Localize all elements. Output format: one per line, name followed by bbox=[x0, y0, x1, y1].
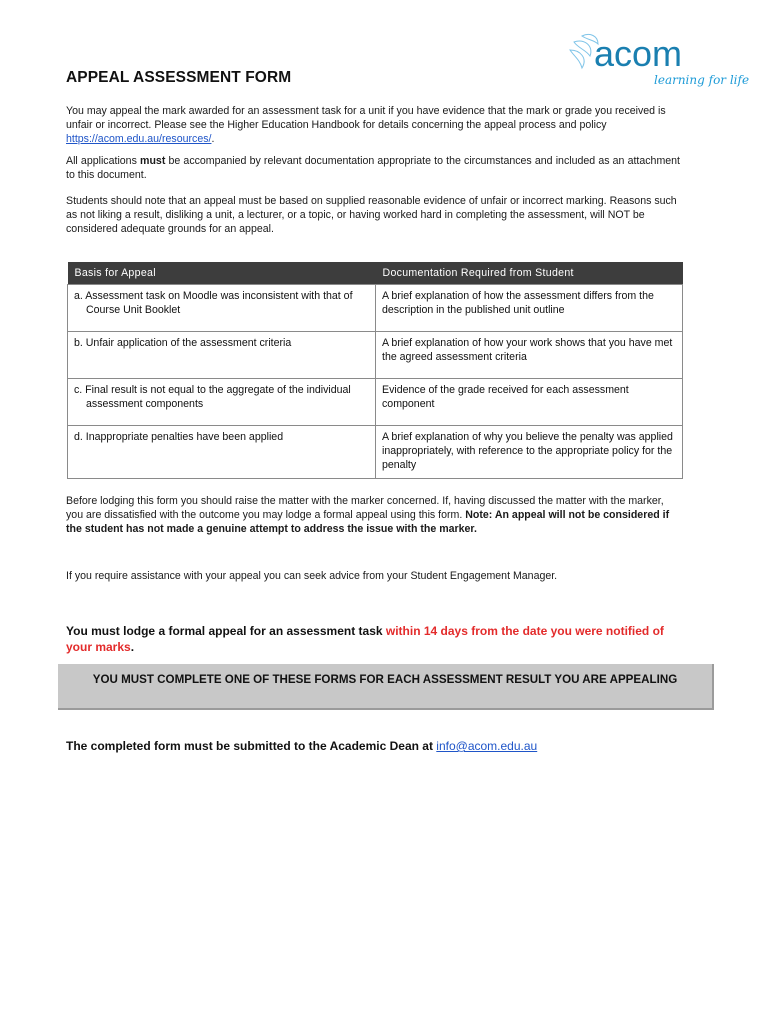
table-row bbox=[68, 426, 683, 479]
deadline-highlight: within 14 days from the date you were notified of your marks bbox=[66, 624, 664, 654]
documentation-cell: A brief explanation of why you believe the penalty was applied inappropriately, with reference to the appropriate policy for the penalty bbox=[376, 426, 683, 479]
appeal-basis-table bbox=[67, 262, 683, 479]
intro-paragraph-2 bbox=[66, 154, 680, 182]
intro-p2-pre: All applications bbox=[66, 155, 141, 167]
lodging-paragraph bbox=[66, 494, 678, 536]
table-row bbox=[68, 332, 683, 379]
intro-p2-bold: must bbox=[140, 155, 166, 167]
basis-text: b. Unfair application of the assessment criteria bbox=[74, 337, 292, 349]
submission-text: The completed form must be submitted to the Academic Dean at bbox=[66, 739, 437, 753]
intro-p2-post: be accompanied by relevant documentation appropriate to the circumstances and included as an attachment to this document. bbox=[66, 155, 680, 181]
dean-email-link[interactable]: info@acom.edu.au bbox=[436, 739, 538, 753]
acom-logo bbox=[560, 28, 750, 90]
basis-text: d. Inappropriate penalties have been applied bbox=[74, 431, 284, 443]
documentation-cell: A brief explanation of how the assessment differs from the description in the published unit outline bbox=[376, 285, 683, 332]
basis-cell bbox=[68, 332, 376, 379]
intro-paragraph-3: Students should note that an appeal must be based on supplied reasonable evidence of unfair or incorrect marking. Reasons such as not liking a result, disliking a unit, a lecturer, or a topic, or having worked hard in completing the assessment, will NOT be considered adequate grounds for an appeal. bbox=[66, 195, 677, 235]
table-row bbox=[68, 379, 683, 426]
one-form-per-result-banner: YOU MUST COMPLETE ONE OF THESE FORMS FOR EACH ASSESSMENT RESULT YOU ARE APPEALING bbox=[58, 664, 714, 710]
intro-p1-end: . bbox=[211, 133, 215, 145]
deadline-pre: You must lodge a formal appeal for an assessment task bbox=[66, 624, 386, 638]
basis-text: a. Assessment task on Moodle was inconsistent with that of Course Unit Booklet bbox=[74, 290, 353, 316]
lodging-text: Before lodging this form you should raise the matter with the marker concerned. If, having discussed the matter with the marker, you are dissatisfied with the outcome you may lodge a formal appeal using this form. bbox=[66, 495, 664, 521]
lodging-note: Note: An appeal will not be considered if the student has not made a genuine attempt to address the issue with the marker. bbox=[66, 509, 670, 535]
deadline-post: . bbox=[130, 640, 135, 654]
basis-cell bbox=[68, 426, 376, 479]
header-basis: Basis for Appeal bbox=[68, 262, 376, 285]
documentation-cell: Evidence of the grade received for each assessment component bbox=[376, 379, 683, 426]
documentation-cell: A brief explanation of how your work shows that you have met the agreed assessment criteria bbox=[376, 332, 683, 379]
intro-p1-text: You may appeal the mark awarded for an assessment task for a unit if you have evidence that the mark or grade you received is unfair or incorrect. Please see the Higher Education Handbook for details concerning the appeal process and policy bbox=[66, 105, 666, 131]
acom-logo-graphic bbox=[560, 28, 750, 90]
logo-wordmark: acom bbox=[594, 33, 683, 74]
table-header-row bbox=[68, 262, 683, 285]
basis-cell bbox=[68, 379, 376, 426]
header-documentation: Documentation Required from Student bbox=[376, 262, 683, 285]
submission-instruction bbox=[66, 739, 686, 753]
logo-tagline: learning for life bbox=[654, 73, 750, 87]
deadline-notice bbox=[66, 623, 678, 655]
basis-text: c. Final result is not equal to the aggregate of the individual assessment components bbox=[74, 384, 351, 410]
page-title: APPEAL ASSESSMENT FORM bbox=[66, 69, 292, 86]
table-row bbox=[68, 285, 683, 332]
intro-paragraph-1 bbox=[66, 104, 680, 146]
assistance-paragraph: If you require assistance with your appeal you can seek advice from your Student Engagement Manager. bbox=[66, 570, 558, 582]
basis-cell bbox=[68, 285, 376, 332]
resources-link[interactable]: https://acom.edu.au/resources/ bbox=[66, 133, 212, 145]
